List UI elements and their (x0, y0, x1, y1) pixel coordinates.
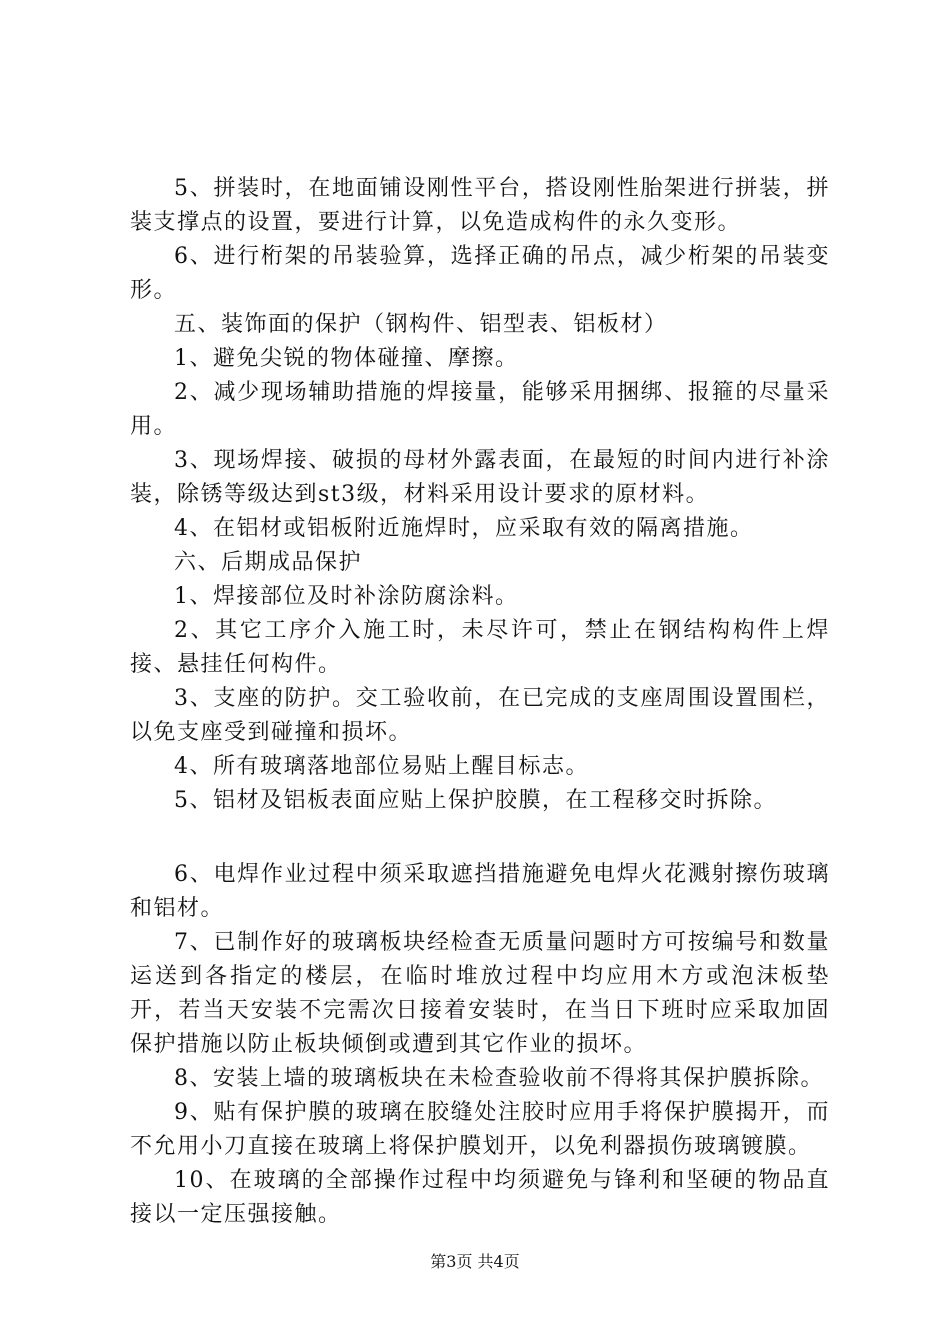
paragraph: 10、在玻璃的全部操作过程中均须避免与锋利和坚硬的物品直接以一定压强接触。 (130, 1168, 830, 1227)
paragraph-spacer (130, 818, 830, 858)
paragraph: 7、已制作好的玻璃板块经检查无质量问题时方可按编号和数量运送到各指定的楼层，在临时堆放过程中均应用木方或泡沫板垫开，若当天安装不完需次日接着安装时，在当日下班时应采取加固保护措施以防止板块倾倒或遭到其它作业的损坏。 (130, 930, 830, 1057)
paragraph: 9、贴有保护膜的玻璃在胶缝处注胶时应用手将保护膜揭开，而不允用小刀直接在玻璃上将保护膜划开，以免利器损伤玻璃镀膜。 (130, 1100, 830, 1159)
paragraph: 6、电焊作业过程中须采取遮挡措施避免电焊火花溅射擦伤玻璃和铝材。 (130, 862, 830, 921)
paragraph: 5、拼装时，在地面铺设刚性平台，搭设刚性胎架进行拼装，拼装支撑点的设置，要进行计算，以免造成构件的永久变形。 (130, 176, 830, 235)
paragraph: 3、支座的防护。交工验收前，在已完成的支座周围设置围栏，以免支座受到碰撞和损坏。 (130, 686, 830, 745)
paragraph: 6、进行桁架的吊装验算，选择正确的吊点，减少桁架的吊装变形。 (130, 244, 830, 303)
paragraph: 4、在铝材或铝板附近施焊时，应采取有效的隔离措施。 (174, 516, 754, 541)
paragraph: 4、所有玻璃落地部位易贴上醒目标志。 (174, 754, 589, 779)
section-heading: 六、后期成品保护 (174, 550, 363, 575)
paragraph: 5、铝材及铝板表面应贴上保护胶膜，在工程移交时拆除。 (174, 788, 777, 813)
paragraph: 1、焊接部位及时补涂防腐涂料。 (174, 584, 519, 609)
paragraph: 8、安装上墙的玻璃板块在未检查验收前不得将其保护膜拆除。 (174, 1066, 824, 1091)
paragraph: 3、现场焊接、破损的母材外露表面，在最短的时间内进行补涂装，除锈等级达到st3级，材料采用设计要求的原材料。 (130, 448, 830, 507)
paragraph: 2、减少现场辅助措施的焊接量，能够采用捆绑、报箍的尽量采用。 (130, 380, 830, 439)
section-heading: 五、装饰面的保护（钢构件、铝型表、铝板材） (174, 312, 668, 337)
paragraph: 1、避免尖锐的物体碰撞、摩擦。 (174, 346, 519, 371)
paragraph: 2、其它工序介入施工时，未尽许可，禁止在钢结构构件上焊接、悬挂任何构件。 (130, 618, 830, 677)
page-footer: 第3页 共4页 (430, 1252, 520, 1271)
document-body (130, 172, 830, 1232)
